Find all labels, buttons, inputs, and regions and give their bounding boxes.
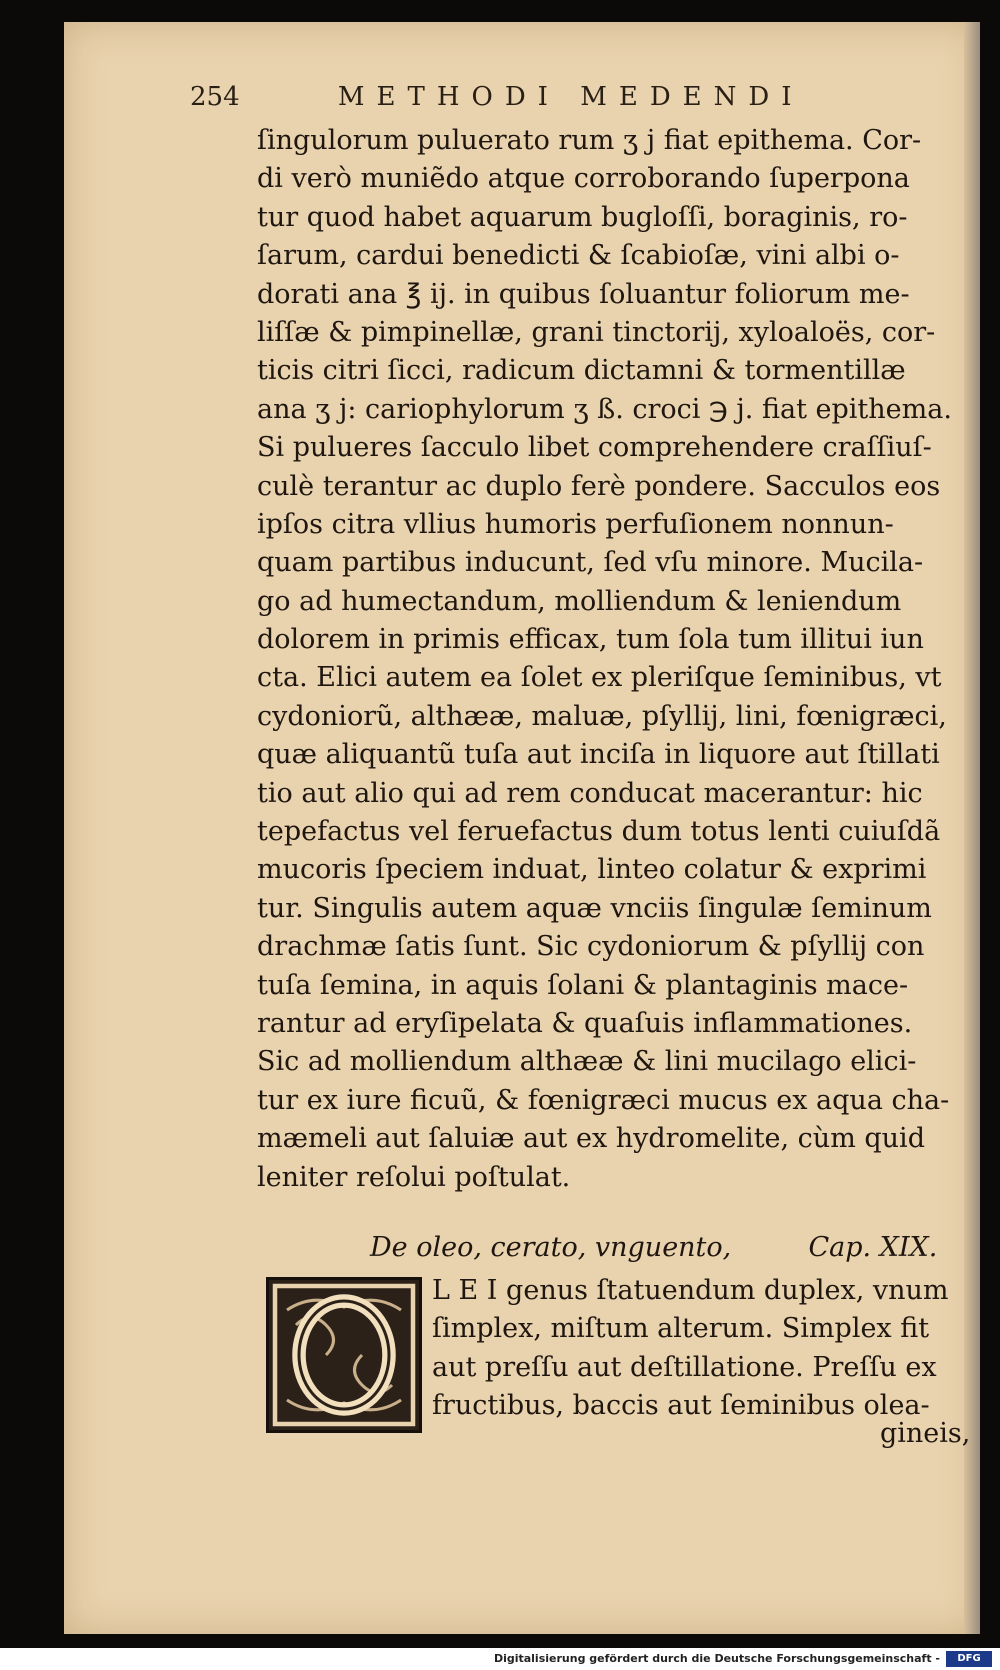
chapter-text: [432, 1272, 972, 1426]
text-line: quam partibus inducunt, ſed vſu minore. Mucila-: [257, 547, 924, 579]
text-line: L E I genus ſtatuendum duplex, vnum: [432, 1275, 949, 1306]
chapter-number: Cap. XIX.: [808, 1232, 938, 1263]
chapter-heading: [370, 1232, 938, 1263]
text-line: mæmeli aut ſaluiæ aut ex hydromelite, cùm quid: [257, 1123, 925, 1155]
text-line: tur quod habet aquarum bugloſſi, boraginis, ro-: [257, 201, 908, 233]
running-title: METHODI MEDENDI: [337, 82, 804, 112]
catchword: gineis,: [880, 1418, 971, 1449]
text-line: cta. Elici autem ea ſolet ex pleriſque ſeminibus, vt: [257, 662, 942, 694]
text-line: tur ex iure ficuũ, & fœnigræci mucus ex aqua cha-: [257, 1084, 950, 1116]
dfg-logo-icon: DFG: [946, 1651, 992, 1667]
digitization-footer: [0, 1648, 1000, 1670]
text-line: Sic ad molliendum althææ & lini mucilago elici-: [257, 1046, 917, 1078]
chapter-title: De oleo, cerato, vnguento,: [370, 1232, 732, 1263]
text-line: rantur ad eryſipelata & quaſuis inflammationes.: [257, 1007, 913, 1039]
text-line: mucoris ſpeciem induat, linteo colatur & exprimi: [257, 854, 927, 886]
text-line: fructibus, baccis aut ſeminibus olea-: [432, 1390, 930, 1422]
ornament-initial-icon: [269, 1280, 419, 1430]
text-line: leniter reſolui poſtulat.: [257, 1161, 571, 1193]
text-line: aut preſſu aut deſtillatione. Preſſu ex: [432, 1351, 937, 1383]
text-line: culè terantur ac duplo ferè pondere. Sacculos eos: [257, 470, 941, 502]
running-head: [190, 82, 950, 112]
text-line: tio aut alio qui ad rem conducat macerantur: hic: [257, 777, 923, 809]
text-line: ſimplex, miſtum alterum. Simplex fit: [432, 1313, 930, 1345]
text-line: tur. Singulis autem aquæ vnciis ſingulæ ſeminum: [257, 892, 932, 924]
body-text: [257, 122, 969, 1197]
text-line: go ad humectandum, molliendum & leniendum: [257, 585, 902, 617]
text-line: quæ aliquantũ tuſa aut inciſa in liquore aut ſtillati: [257, 739, 940, 771]
text-line: ſarum, cardui benedicti & ſcabioſæ, vini albi o-: [257, 240, 900, 272]
decorated-initial: [266, 1277, 422, 1433]
text-line: dorati ana ℥ ij. in quibus ſoluantur foliorum me-: [257, 278, 910, 310]
page-number: 254: [190, 82, 240, 112]
text-line: liſſæ & pimpinellæ, grani tinctorij, xyloaloës, cor-: [257, 316, 936, 348]
text-line: ipſos citra vllius humoris perfuſionem nonnun-: [257, 508, 894, 540]
text-line: Si pulueres ſacculo libet comprehendere craſſiuſ-: [257, 432, 932, 464]
text-line: ſingulorum puluerato rum ʒ j fiat epithema. Cor-: [257, 125, 922, 156]
footer-credit: Digitalisierung gefördert durch die Deutsche Forschungsgemeinschaft -: [493, 1652, 940, 1665]
text-line: dolorem in primis efficax, tum ſola tum illitui iun: [257, 624, 924, 656]
text-line: ticis citri ſicci, radicum dictamni & tormentillæ: [257, 355, 906, 387]
text-line: tuſa ſemina, in aquis ſolani & plantaginis mace-: [257, 969, 909, 1001]
text-line: di verò muniẽdo atque corroborando ſuperpona: [257, 163, 910, 195]
text-line: tepefactus vel feruefactus dum totus lenti cuiuſdã: [257, 816, 941, 848]
text-line: drachmæ ſatis ſunt. Sic cydoniorum & pſyllij con: [257, 931, 925, 963]
text-line: ana ʒ j: cariophylorum ʒ ß. croci ℈ j. fiat epithema.: [257, 393, 952, 425]
text-line: cydoniorũ, althææ, maluæ, pſyllij, lini, fœnigræci,: [257, 700, 947, 732]
